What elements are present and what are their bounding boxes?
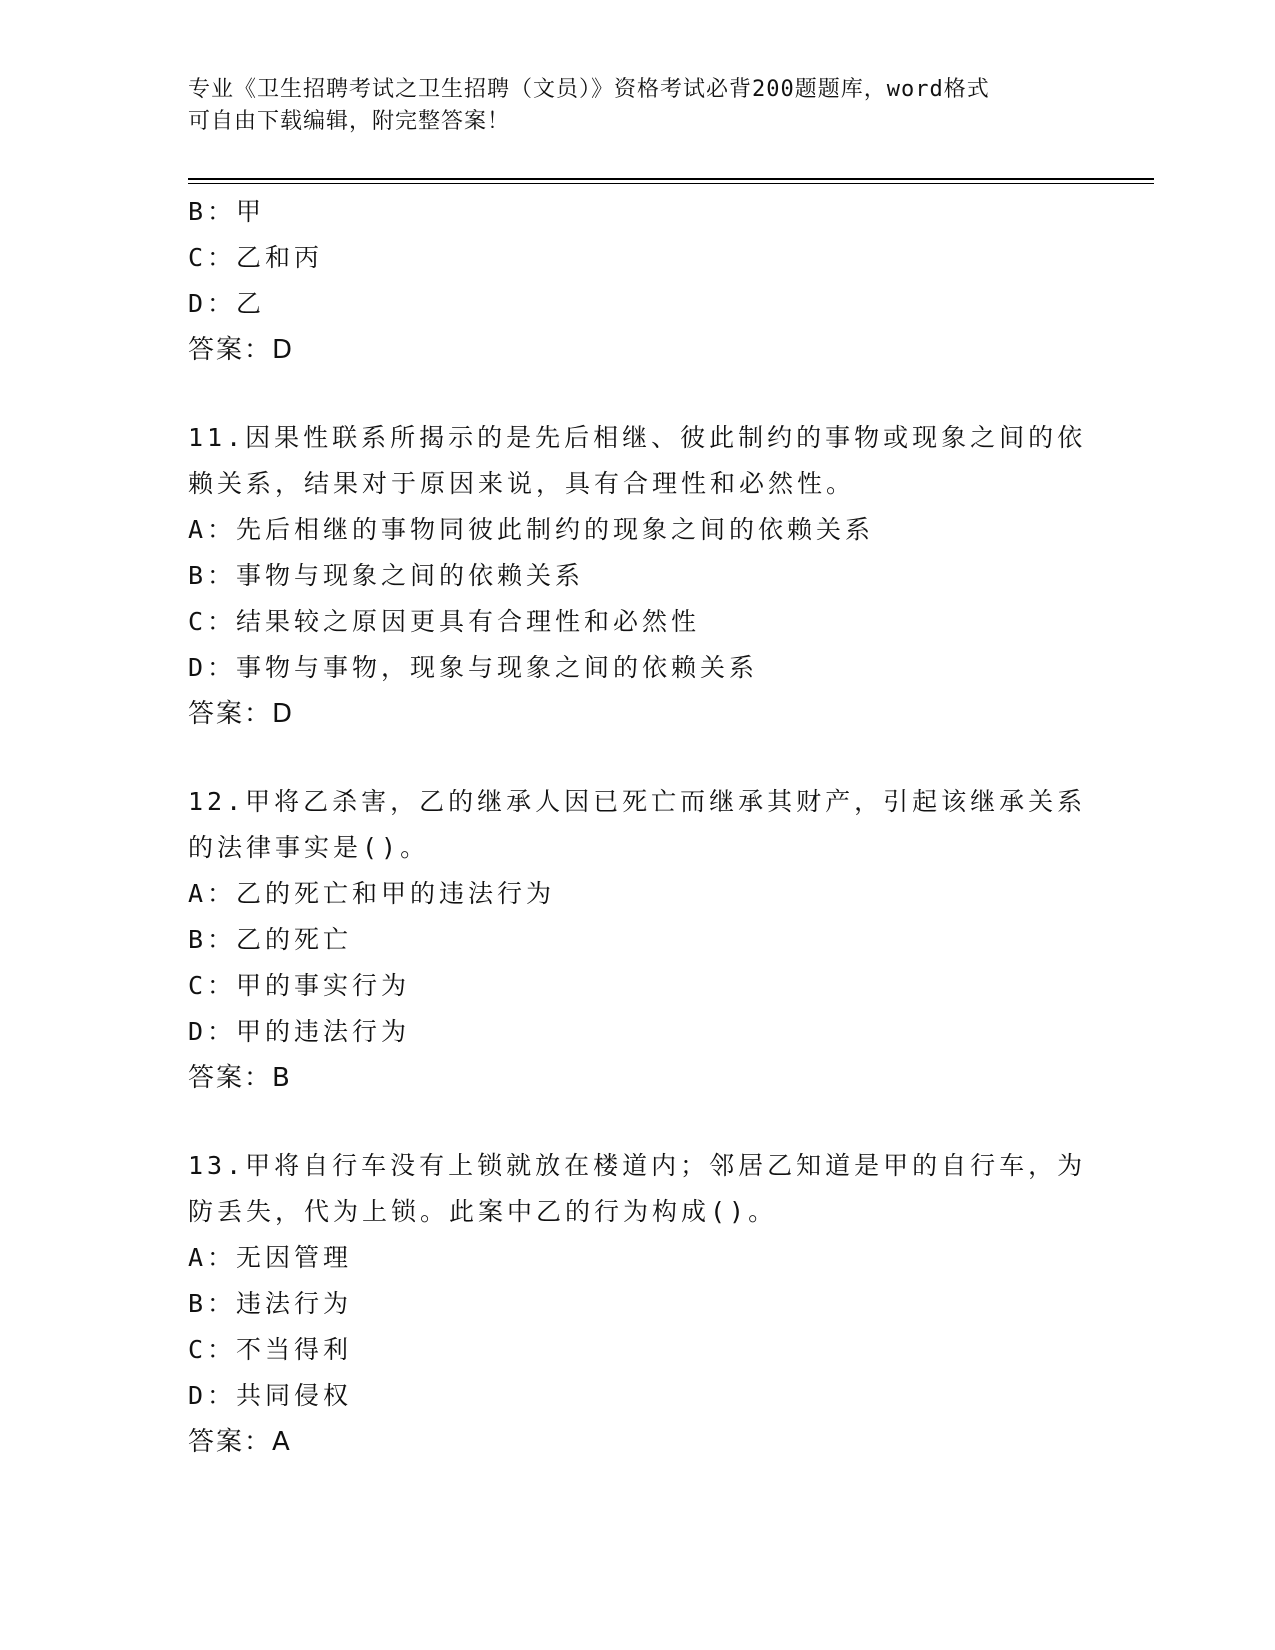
option-a: A：乙的死亡和甲的违法行为 [188,879,556,908]
question-11 [188,415,1088,737]
header-rule-thick [188,178,1154,180]
document-header [188,74,1068,138]
option-b: B：事物与现象之间的依赖关系 [188,561,585,590]
question-text-line-2: 赖关系，结果对于原因来说，具有合理性和必然性。 [188,469,856,498]
option-d: D：事物与事物，现象与现象之间的依赖关系 [188,653,759,682]
header-rule-thin [188,183,1154,184]
question-text-line-1: 12.甲将乙杀害，乙的继承人因已死亡而继承其财产，引起该继承关系 [188,787,1087,816]
question-10-tail [188,189,1088,373]
question-spacer [188,1101,1088,1143]
option-d: D：乙 [188,289,266,318]
question-text-line-1: 11.因果性联系所揭示的是先后相继、彼此制约的事物或现象之间的依 [188,423,1087,452]
question-13 [188,1143,1088,1465]
question-spacer [188,373,1088,415]
option-c: C：不当得利 [188,1335,353,1364]
option-b: B：甲 [188,197,266,226]
option-c: C：结果较之原因更具有合理性和必然性 [188,607,701,636]
question-spacer [188,737,1088,779]
answer-line: 答案：D [188,335,295,365]
option-a: A：先后相继的事物同彼此制约的现象之间的依赖关系 [188,515,875,544]
question-12 [188,779,1088,1101]
header-line-2: 可自由下载编辑，附完整答案！ [188,109,511,134]
option-d: D：甲的违法行为 [188,1017,411,1046]
option-b: B：乙的死亡 [188,925,353,954]
option-c: C：甲的事实行为 [188,971,411,1000]
header-line-1: 专业《卫生招聘考试之卫生招聘（文员）》资格考试必背200题题库，word格式 [188,77,990,102]
answer-line: 答案：B [188,1063,292,1093]
answer-line: 答案：A [188,1427,292,1457]
question-text-line-1: 13.甲将自行车没有上锁就放在楼道内；邻居乙知道是甲的自行车，为 [188,1151,1087,1180]
option-b: B：违法行为 [188,1289,353,1318]
answer-line: 答案：D [188,699,295,729]
option-a: A：无因管理 [188,1243,353,1272]
option-d: D：共同侵权 [188,1381,353,1410]
document-body [188,189,1088,1465]
question-text-line-2: 的法律事实是()。 [188,833,430,862]
question-text-line-2: 防丢失，代为上锁。此案中乙的行为构成()。 [188,1197,778,1226]
option-c: C：乙和丙 [188,243,324,272]
